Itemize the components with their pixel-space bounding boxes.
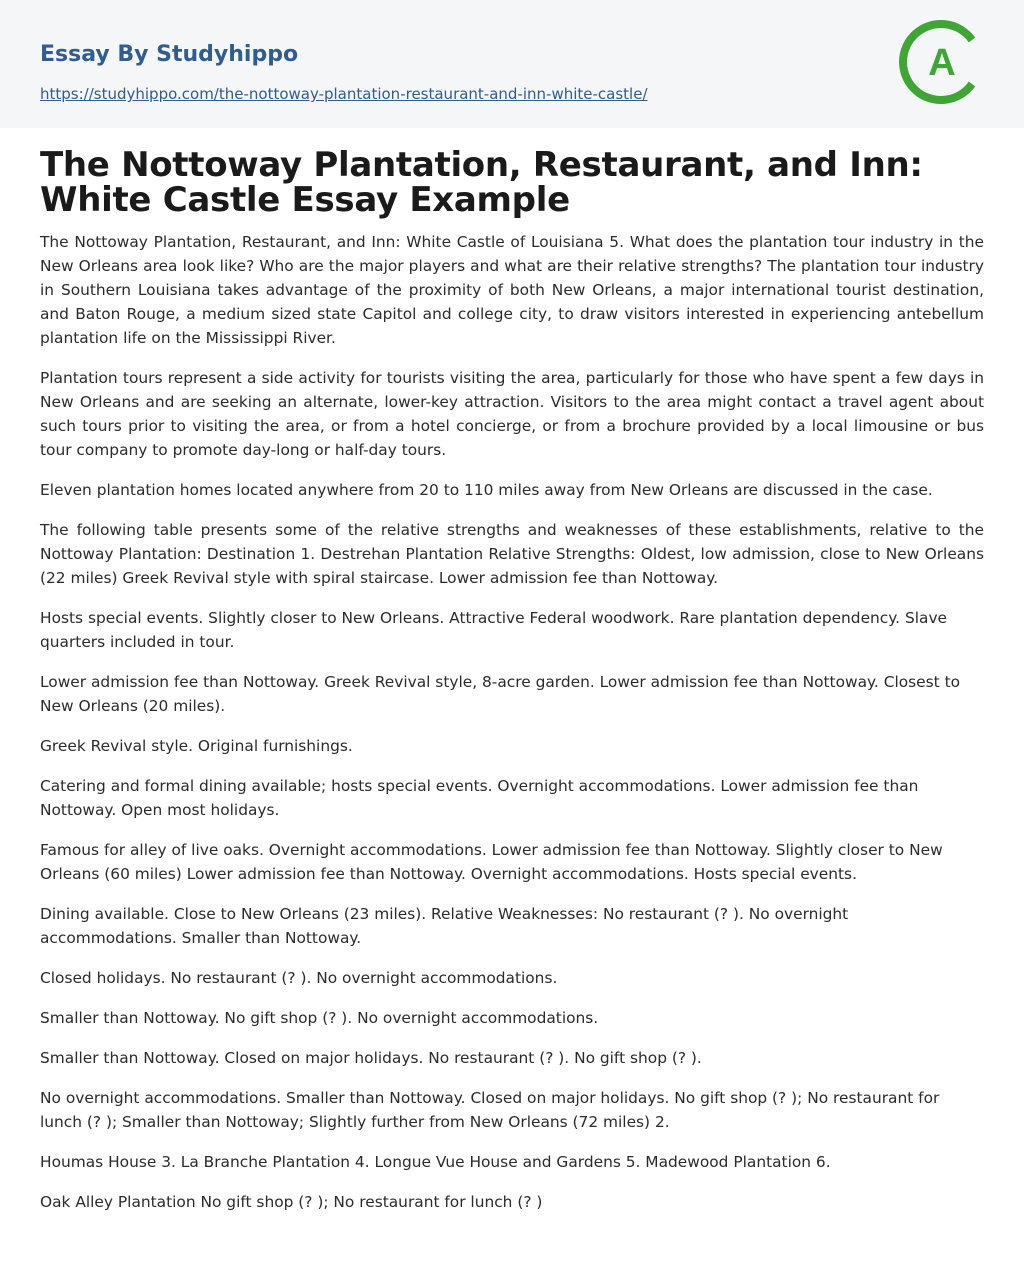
- paragraph: Famous for alley of live oaks. Overnight accommodations. Lower admission fee than Nottoway. Slightly closer to New Orleans (60 miles) Lower admission fee than Nottoway. Overnight accommodations. Hosts special events.: [40, 841, 943, 883]
- paragraph: Greek Revival style. Original furnishings.: [40, 737, 353, 755]
- studyhippo-logo-icon[interactable]: [898, 18, 986, 106]
- paragraph: Plantation tours represent a side activity for tourists visiting the area, particularly for those who have spent a few days in New Orleans and are seeking an alternate, lower-key attraction. Visitors to the area might contact a travel agent about such tours prior to visiting the area, or from a hotel concierge, or from a brochure provided by a local limousine or bus tour company to promote day-long or half-day tours.: [40, 369, 984, 459]
- paragraph: The Nottoway Plantation, Restaurant, and Inn: White Castle of Louisiana 5. What does the plantation tour industry in the New Orleans area look like? Who are the major players and what are their relative strengths? The plantation tour industry in Southern Louisiana takes advantage of the proximity of both New Orleans, a major international tourist destination, and Baton Rouge, a medium sized state Capitol and college city, to draw visitors interested in experiencing antebellum plantation life on the Mississippi River.: [40, 233, 984, 347]
- paragraph: Smaller than Nottoway. Closed on major holidays. No restaurant (? ). No gift shop (? ).: [40, 1049, 702, 1067]
- paragraph: Catering and formal dining available; hosts special events. Overnight accommodations. Lower admission fee than Nottoway. Open most holidays.: [40, 777, 919, 819]
- paragraph: Hosts special events. Slightly closer to New Orleans. Attractive Federal woodwork. Rare plantation dependency. Slave quarters included in tour.: [40, 609, 948, 651]
- paragraph: Dining available. Close to New Orleans (23 miles). Relative Weaknesses: No restaurant (? ). No overnight accommodations. Smaller than Nottoway.: [40, 905, 849, 947]
- logo-letter: A: [928, 42, 956, 84]
- source-url-link[interactable]: https://studyhippo.com/the-nottoway-plantation-restaurant-and-inn-white-castle/: [40, 85, 648, 103]
- site-header: [0, 0, 1024, 128]
- paragraph: Eleven plantation homes located anywhere from 20 to 110 miles away from New Orleans are discussed in the case.: [40, 481, 933, 499]
- paragraph: Smaller than Nottoway. No gift shop (? ). No overnight accommodations.: [40, 1009, 599, 1027]
- essay-title: The Nottoway Plantation, Restaurant, and Inn: White Castle Essay Example: [40, 145, 923, 220]
- brand-title[interactable]: Essay By Studyhippo: [40, 42, 299, 67]
- paragraph: Oak Alley Plantation No gift shop (? ); No restaurant for lunch (? ): [40, 1193, 543, 1211]
- essay-content: [0, 128, 1024, 1214]
- paragraph: Houmas House 3. La Branche Plantation 4. Longue Vue House and Gardens 5. Madewood Plantation 6.: [40, 1153, 831, 1171]
- paragraph: The following table presents some of the relative strengths and weaknesses of these establishments, relative to the Nottoway Plantation: Destination 1. Destrehan Plantation Relative Strengths: Oldest, low admission, close to New Orleans (22 miles) Greek Revival style with spiral staircase. Lower admission fee than Nottoway.: [40, 521, 984, 587]
- paragraph: Closed holidays. No restaurant (? ). No overnight accommodations.: [40, 969, 558, 987]
- paragraph: Lower admission fee than Nottoway. Greek Revival style, 8-acre garden. Lower admission fee than Nottoway. Closest to New Orleans (20 miles).: [40, 673, 961, 715]
- paragraph: No overnight accommodations. Smaller than Nottoway. Closed on major holidays. No gift shop (? ); No restaurant for lunch (? ); Smaller than Nottoway; Slightly further from New Orleans (72 miles) 2.: [40, 1089, 940, 1131]
